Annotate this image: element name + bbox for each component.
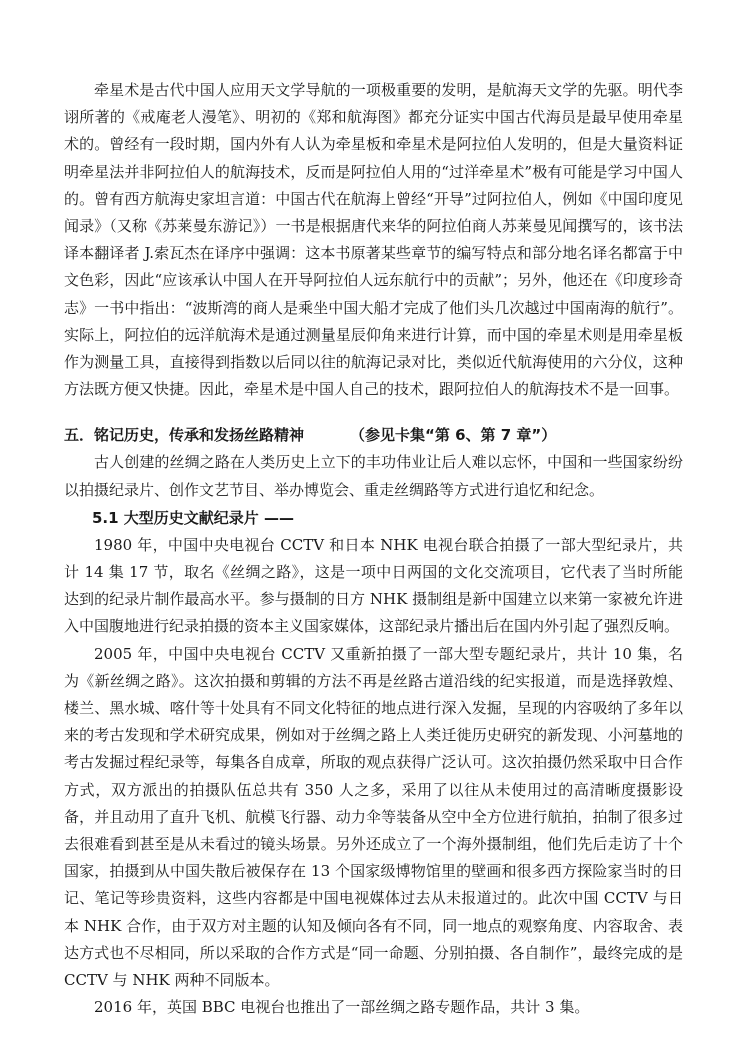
paragraph-star-navigation: 牵星术是古代中国人应用天文学导航的一项极重要的发明，是航海天文学的先驱。明代李诩所著的《戒庵老人漫笔》、明初的《郑和航海图》都充分证实中国古代海员是最早使用牵星术的。曾经有一段时期，国内外有人认为牵星板和牵星术是阿拉伯人发明的，但是大量资料证明牵星法并非阿拉伯人的航海技术，反而是阿拉伯人用的“过洋牵星术”极有可能是学习中国人的。曾有西方航海史家坦言道：中国古代在航海上曾经“开导”过阿拉伯人，例如《中国印度见闻录》（又称《苏莱曼东游记》）一书是根据唐代来华的阿拉伯商人苏莱曼见闻撰写的，该书法译本翻译者 J.索瓦杰在译序中强调：这本书原著某些章节的编写特点和部分地名译名都富于中文色彩，因此“应该承认中国人在开导阿拉伯人远东航行中的贡献”；另外，他还在《印度珍奇志》一书中指出：“波斯湾的商人是乘坐中国大船才完成了他们头几次越过中国南海的航行”。实际上，阿拉伯的远洋航海术是通过测量星辰仰角来进行计算，而中国的牵星术则是用牵星板作为测量工具，直接得到指数以后同以往的航海记录对比，类似近代航海使用的六分仪，这种方法既方便又快捷。因此，牵星术是中国人自己的技术，跟阿拉伯人的航海技术不是一回事。: [64, 81, 683, 399]
paragraph-2005-documentary: 2005 年，中国中央电视台 CCTV 又重新拍摄了一部大型专题纪录片，共计 10 集，名为《新丝绸之路》。这次拍摄和剪辑的方法不再是丝路古道沿线的纪实报道，而是选择敦煌、楼兰、黑水城、喀什等十处具有不同文化特征的地点进行深入发掘，呈现的内容吸纳了多年以来的考古发现和学术研究成果，例如对于丝绸之路上人类迁徙历史研究的新发现、小河墓地的考古发掘过程纪录等，每集各自成章，所取的观点获得广泛认可。这次拍摄仍然采取中日合作方式，双方派出的拍摄队伍总共有 350 人之多，采用了以往从未使用过的高清晰度摄影设备，并且动用了直升飞机、航模飞行器、动力伞等装备从空中全方位进行航拍，拍制了很多过去很难看到甚至是从未看过的镜头场景。另外还成立了一个海外摄制组，他们先后走访了十个国家，拍摄到从中国失散后被保存在 13 个国家级博物馆里的壁画和很多西方探险家当时的日记、笔记等珍贵资料，这些内容都是中国电视媒体过去从未报道过的。此次中国 CCTV 与日本 NHK 合作，由于双方对主题的认知及倾向各有不同，同一地点的观察角度、内容取舍、表达方式也不尽相同，所以采取的合作方式是“同一命题、分别拍摄、各自制作”，最终完成的是 CCTV 与 NHK 两种不同版本。: [64, 644, 683, 990]
section-heading-5: [64, 421, 683, 449]
section-title: 五．铭记历史，传承和发扬丝路精神: [64, 426, 305, 445]
subsection-heading-5-1: 5.1 大型历史文献纪录片 ——: [92, 508, 295, 527]
paragraph-section-intro: 古人创建的丝绸之路在人类历史上立下的丰功伟业让后人难以忘怀，中国和一些国家纷纷以拍摄纪录片、创作文艺节目、举办博览会、重走丝绸路等方式进行追忆和纪念。: [64, 453, 683, 499]
paragraph-1980-documentary: 1980 年，中国中央电视台 CCTV 和日本 NHK 电视台联合拍摄了一部大型纪录片，共计 14 集 17 节，取名《丝绸之路》，这是一项中日两国的文化交流项目，它代表了当时所能达到的纪录片制作最高水平。参与摄制的日方 NHK 摄制组是新中国建立以来第一家被允许进入中国腹地进行纪录拍摄的资本主义国家媒体，这部纪录片播出后在国内外引起了强烈反响。: [64, 535, 684, 636]
paragraph-2016-bbc: 2016 年，英国 BBC 电视台也推出了一部丝绸之路专题作品，共计 3 集。: [94, 998, 590, 1017]
section-reference: （参见卡集“第 6、第 7 章”）: [350, 426, 557, 445]
